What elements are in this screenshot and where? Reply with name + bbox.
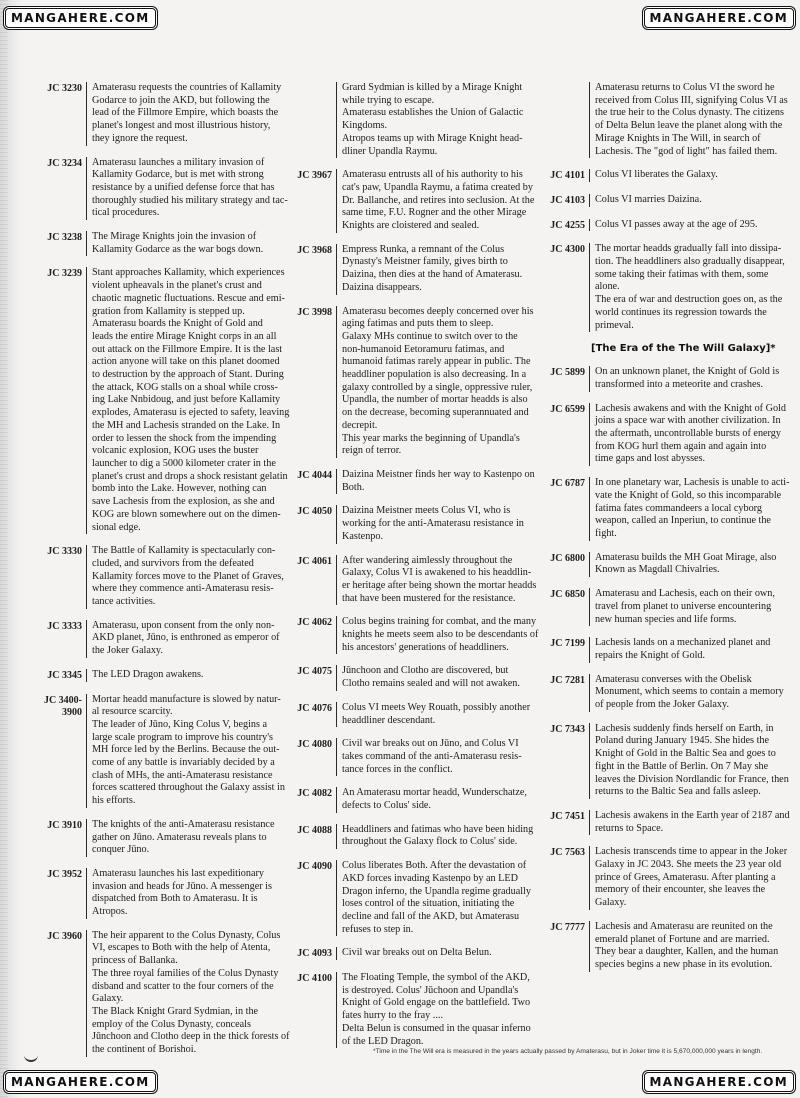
entry-text: The knights of the anti-Amaterasu resistance gather on Jūno. Amaterasu reveals plans to conquer Jūno. [86,819,314,857]
entry-text: Lachesis lands on a mechanized planet and repairs the Knight of Gold. [589,637,791,662]
entry-date [541,82,589,83]
entry-text: Amaterasu becomes deeply concerned over his aging fatimas and puts them to sleep. Galaxy MHs continue to switch over to the non-humanoid Eetoramuru fatimas, and humanoid fatimas rarely appear in public. The headdliner population is also decreasing. In a galaxy controlled by a single, oppressive ruler, Upandla, the number of mortar headds is also on the decrease, becoming superannuated and decrepit. This year marks the beginning of Upandla's reign of terror. [336,306,550,458]
timeline-entry [290,947,550,961]
entry-text: The Battle of Kallamity is spectacularly con- cluded, and survivors from the defeated Kallamity forces move to the Planet of Graves, where they commence anti-Amaterasu resis- tance activities. [86,545,314,609]
timeline-entry [541,588,791,626]
entry-text: The Floating Temple, the symbol of the AKD, is destroyed. Colus' Jūchoon and Upandla's Knight of Gold engage on the battlefield. Two fates hurry to the fray .... Delta Belun is consumed in the quasar inferno of the LED Dragon. [336,972,550,1048]
timeline-entry [30,819,314,857]
entry-date: JC 4103 [550,194,585,206]
entry-date: JC 4300 [550,244,585,256]
entry-text: Amaterasu, upon consent from the only non- AKD planet, Jūno, is enthroned as emperor of the Joker Galaxy. [86,620,314,658]
timeline-entry [541,846,791,910]
timeline-entry [290,787,550,812]
timeline-entry [290,82,550,158]
watermark-top-left: MANGAHERE.COM [5,8,156,28]
timeline-entry [290,824,550,849]
watermark-bottom-left: MANGAHERE.COM [5,1072,156,1092]
entry-date: JC 3238 [47,232,82,244]
timeline-entry [30,157,314,221]
entry-date: JC 4093 [297,948,332,960]
timeline-entry [30,669,314,683]
entry-text: The LED Dragon awakens. [86,669,314,682]
timeline-entry [541,674,791,712]
entry-date: JC 6599 [550,403,585,415]
timeline-entry [30,82,314,146]
entry-date: JC 3230 [47,83,82,94]
entry-date: JC 3960 [47,930,82,942]
entry-date: JC 4062 [297,617,332,629]
entry-text: After wandering aimlessly throughout the Galaxy, Colus VI is awakened to his headdlin- er heritage after being shown the mortar headds that have been mustered for the resistance. [336,555,550,606]
watermark-bottom-right: MANGAHERE.COM [644,1072,795,1092]
timeline-entry [541,403,791,467]
entry-text: Amaterasu launches his last expeditionary invasion and heads for Jūno. A messenger is dispatched from Both to Amaterasu. It is Atropos. [86,868,314,919]
entry-text: The heir apparent to the Colus Dynasty, Colus VI, escapes to Both with the help of Atenta, princess of Ballanka. The three royal families of the Colus Dynasty disband and scatter to the four corners of the Galaxy. The Black Knight Grard Sydmian, in the employ of the Colus Dynasty, conceals Jūnchoon and Clotho deep in the thick forests of the continent of Borishoi. [86,930,314,1057]
timeline-entry [541,219,791,233]
timeline-entry [290,306,550,458]
entry-text: Lachesis awakens and with the Knight of Gold joins a space war with another civilization. In the aftermath, uncontrollable bursts of energy from KOG hurl them again and again into time gaps and lost abysses. [589,403,791,467]
entry-date: JC 6787 [550,478,585,490]
timeline-entry [30,267,314,534]
entry-text: An Amaterasu mortar headd, Wunderschatze, defects to Colus' side. [336,787,550,812]
timeline-entry [290,169,550,233]
timeline-entry [290,702,550,727]
entry-text: Lachesis awakens in the Earth year of 2187 and returns to Space. [589,810,791,835]
entry-text: Jūnchoon and Clotho are discovered, but Clotho remains sealed and will not awaken. [336,665,550,690]
entry-date: JC 7281 [550,674,585,686]
entry-text: Colus VI liberates the Galaxy. [589,169,791,182]
entry-date: JC 4088 [297,824,332,836]
entry-date: JC 4100 [297,973,332,985]
entry-date: JC 3333 [47,620,82,632]
timeline-entry [541,723,791,799]
timeline-entry [30,620,314,658]
entry-date: JC 7343 [550,723,585,735]
timeline-entry [290,860,550,936]
entry-text: Stant approaches Kallamity, which experiences violent upheavals in the planet's crust and chaotic magnetic fluctuations. Rescue and emi- gration from Kallamity is stepped up. Amaterasu boards the Knight of Gold and leads the entire Mirage Knight corps in an all out attack on the Fillmore Empire. It is the last action anyone will take on this planet doomed to destruction by the approach of Stant. During the attack, KOG stalls on a shoal while cross- ing Lake Nnbidoug, and just before Kallamity explodes, Amaterasu is ejected to safety, leaving the MH and Lachesis stranded on the Lake. In order to lessen the shock from the impending volcanic explosion, KOG uses the buster launcher to dig a 5000 kilometer crater in the planet's crust and drops a shock resistant gelatin bomb into the Lake. However, nothing can save Lachesis from the explosion, as she and KOG are blown somewhere out on the dimen- sional edge. [86,267,314,534]
timeline-entry [290,665,550,690]
entry-text: On an unknown planet, the Knight of Gold is transformed into a meteorite and crashes. [589,366,791,391]
timeline-entry [290,244,550,295]
entry-date: JC 3968 [297,244,332,256]
entry-date: JC 3998 [297,306,332,318]
timeline-entry [541,552,791,577]
entry-text: Amaterasu converses with the Obelisk Monument, which seems to contain a memory of people from the Joker Galaxy. [589,674,791,712]
timeline-entry [30,868,314,919]
entry-date: JC 3330 [47,546,82,558]
timeline-entry [290,469,550,494]
entry-date: JC 3345 [47,669,82,681]
timeline-entry [541,637,791,662]
entry-text: Civil war breaks out on Delta Belun. [336,947,550,960]
entry-date: JC 4061 [297,555,332,567]
entry-date: JC 4082 [297,788,332,800]
entry-date: JC 3400- 3900 [43,694,82,719]
entry-date [290,82,336,83]
timeline-entry [541,82,791,158]
entry-text: Amaterasu and Lachesis, each on their own, travel from planet to universe encountering new human species and life forms. [589,588,791,626]
entry-date: JC 4044 [297,469,332,481]
entry-date: JC 3952 [47,868,82,880]
entry-date: JC 4080 [297,739,332,751]
entry-text: Amaterasu returns to Colus VI the sword he received from Colus III, signifying Colus VI as the true heir to the Colus dynasty. The citizens of Delta Belun leave the planet along with the Mirage Knights in The Will, in search of Lachesis. The "god of light" has failed them. [589,82,791,158]
entry-text: Lachesis suddenly finds herself on Earth, in Poland during January 1945. She hides the Knight of Gold in the Baltic Sea and goes to fight in the Battle of Berlin. On 7 May she leaves the Division Nordlandic for France, then returns to the Baltic Sea and falls asleep. [589,723,791,799]
entry-text: Grard Sydmian is killed by a Mirage Knight while trying to escape. Amaterasu establishes the Union of Galactic Kingdoms. Atropos teams up with Mirage Knight head- dliner Upandla Raymu. [336,82,550,158]
timeline-entry [541,169,791,183]
timeline-entry [541,243,791,332]
page-edge-lines [0,0,8,1098]
entry-text: Amaterasu launches a military invasion of Kallamity Godarce, but is met with strong resistance by a unified defense force that has thoroughly studied his military strategy and tac- tical procedures. [86,157,314,221]
entry-date: JC 4090 [297,861,332,873]
entry-text: Civil war breaks out on Jūno, and Colus VI takes command of the anti-Amaterasu resis- tance forces in the conflict. [336,738,550,776]
entry-text: Empress Runka, a remnant of the Colus Dynasty's Meistner family, gives birth to Daizina, then dies at the hand of Amaterasu. Daizina disappears. [336,244,550,295]
timeline-column-3 [541,82,791,983]
entry-text: Lachesis transcends time to appear in the Joker Galaxy in JC 2043. She meets the 23 year old prince of Grees, Amaterasu. After planting a memory of their encounter, she leaves the Galaxy. [589,846,791,910]
timeline-entry [290,555,550,606]
entry-date: JC 3910 [47,819,82,831]
entry-date: JC 4255 [550,219,585,231]
entry-text: Lachesis and Amaterasu are reunited on the emerald planet of Fortune and are married. They bear a daughter, Kallen, and the human species begins a new phase in its evolution. [589,921,791,972]
entry-date: JC 4076 [297,702,332,714]
entry-date: JC 5899 [550,367,585,379]
entry-text: Amaterasu builds the MH Goat Mirage, also Known as Magdall Chivalries. [589,552,791,577]
entry-date: JC 7777 [550,921,585,933]
entry-date: JC 6800 [550,552,585,564]
entry-text: Daizina Meistner finds her way to Kastenpo on Both. [336,469,550,494]
entry-text: Colus VI meets Wey Rouath, possibly another headdliner descendant. [336,702,550,727]
entry-date: JC 6850 [550,589,585,601]
entry-text: Colus begins training for combat, and the many knights he meets seem also to be descendants of his ancestors' generations of headdliners. [336,616,550,654]
timeline-entry [30,694,314,808]
timeline-entry [541,921,791,972]
timeline-entry [541,366,791,391]
timeline-entry [290,616,550,654]
entry-text: The Mirage Knights join the invasion of Kallamity Godarce as the war bogs down. [86,231,314,256]
entry-date: JC 7199 [550,638,585,650]
entry-date: JC 3967 [297,170,332,182]
timeline-entry [541,194,791,208]
entry-text: Colus VI passes away at the age of 295. [589,219,791,232]
entry-date: JC 4075 [297,666,332,678]
entry-text: Mortar headd manufacture is slowed by natur- al resource scarcity. The leader of Jūno, King Colus V, begins a large scale program to improve his country's MH force led by the Berlins. Because the out- come of any battle is invariably decided by a clash of MHs, the anti-Amaterasu resistance forces scattered throughout the Galaxy assist in his efforts. [86,694,314,808]
entry-date: JC 3239 [47,268,82,280]
entry-date: JC 4101 [550,170,585,182]
entry-text: Headdliners and fatimas who have been hiding throughout the Galaxy flock to Colus' side. [336,824,550,849]
entry-text: Colus liberates Both. After the devastation of AKD forces invading Kastenpo by an LED Dragon inferno, the Upandla regime gradually loses control of the situation, initiating the decline and fall of the AKD, but Amaterasu refuses to step in. [336,860,550,936]
timeline-entry [30,930,314,1057]
timeline-entry [30,545,314,609]
timeline-entry [290,505,550,543]
entry-date: JC 3234 [47,157,82,169]
footnote: *Time in the The Will era is measured in the years actually passed by Amaterasu, but in Joker time it is 5,670,000,000 years in length. [373,1048,763,1055]
entry-date: JC 7451 [550,810,585,822]
entry-text: Amaterasu requests the countries of Kallamity Godarce to join the AKD, but following the lead of the Fillmore Empire, which boasts the planet's longest and most illustrious history, they ignore the request. [86,82,314,146]
section-title: [The Era of the The Will Galaxy]* [591,343,776,355]
entry-date: JC 7563 [550,847,585,859]
timeline-entry [541,810,791,835]
entry-text: The mortar headds gradually fall into dissipa- tion. The headdliners also gradually disappear, some taking their fatimas with them, some alone. The era of war and destruction goes on, as the world continues its regression towards the primeval. [589,243,791,332]
entry-text: Daizina Meistner meets Colus VI, who is working for the anti-Amaterasu resistance in Kastenpo. [336,505,550,543]
timeline-entry [30,231,314,256]
entry-date: JC 4050 [297,506,332,518]
timeline-entry [290,738,550,776]
entry-text: Colus VI marries Daizina. [589,194,791,207]
entry-text: In one planetary war, Lachesis is unable to acti- vate the Knight of Gold, so this incomparable fatima fates commandeers a local cyborg weapon, called an Inperiun, to continue the fight. [589,477,791,541]
entry-text: Amaterasu entrusts all of his authority to his cat's paw, Upandla Raymu, a fatima created by Dr. Ballanche, and retires into seclusion. At the same time, F.U. Rogner and the other Mirage Knights are cloistered and sealed. [336,169,550,233]
timeline-column-1 [30,82,314,1068]
timeline-entry [290,972,550,1048]
watermark-top-right: MANGAHERE.COM [644,8,795,28]
timeline-entry [541,477,791,541]
timeline-column-2 [290,82,550,1059]
